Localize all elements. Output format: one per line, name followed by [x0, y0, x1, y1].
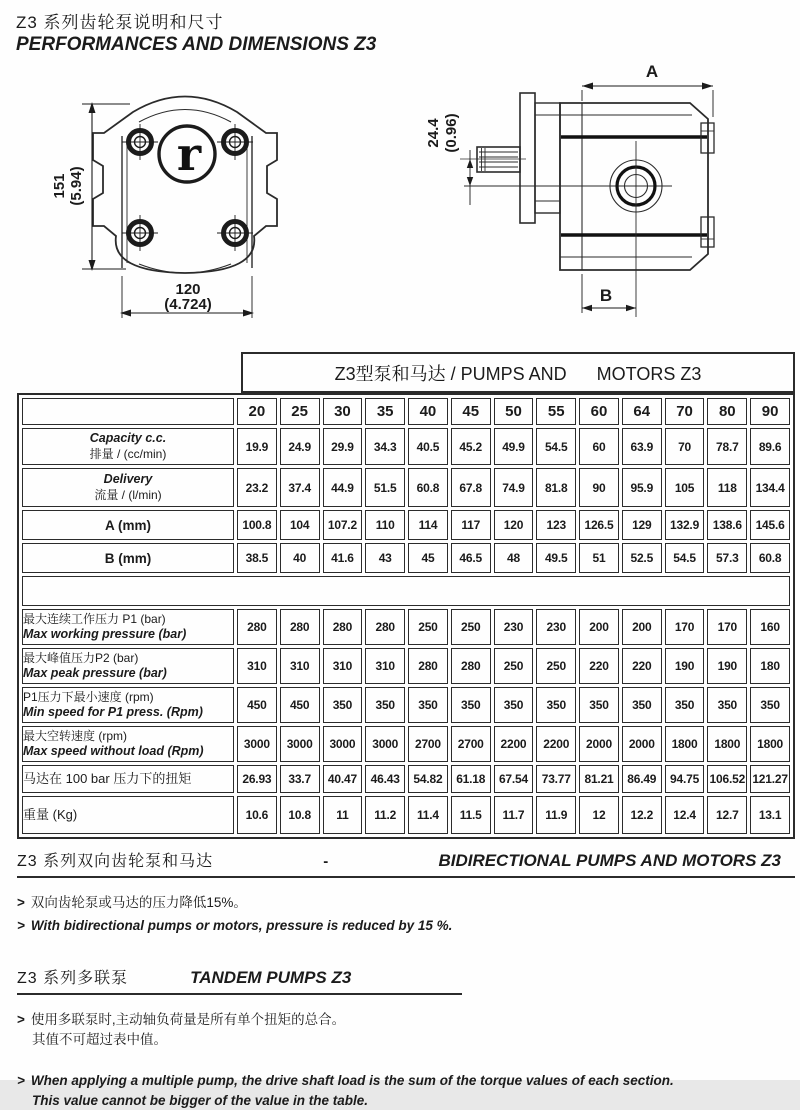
- row-label-line2: Min speed for P1 press. (Rpm): [23, 704, 203, 719]
- table-cell: 11.9: [536, 796, 576, 834]
- notes-sections: [17, 848, 795, 1110]
- dim-height-in: (5.94): [68, 166, 85, 206]
- dim-height-mm: 151: [51, 173, 68, 199]
- row-label-line1: 最大空转速度 (rpm): [23, 728, 127, 743]
- bolt-hole-icon: [217, 215, 253, 251]
- table-cell: 57.3: [707, 543, 747, 573]
- table-cell: 74.9: [494, 468, 534, 507]
- tandem-note-en-line2: [17, 1091, 795, 1110]
- table-cell: 38.5: [237, 543, 277, 573]
- column-header-cell: 20: [237, 398, 277, 425]
- table-cell: 280: [323, 609, 363, 645]
- table-cell: 129: [622, 510, 662, 540]
- bidirectional-heading-zh: Z3 系列双向齿轮泵和马达: [17, 853, 214, 870]
- table-cell: 280: [280, 609, 320, 645]
- table-cell: 49.5: [536, 543, 576, 573]
- dimension-height: [82, 102, 130, 271]
- dim-shaft-in: (0.96): [443, 113, 460, 153]
- table-row: [22, 510, 790, 540]
- table-row: [22, 765, 790, 793]
- column-header-cell: 60: [579, 398, 619, 425]
- row-label-line2: Max peak pressure (bar): [23, 665, 167, 680]
- table-cell: 48: [494, 543, 534, 573]
- table-cell: 3000: [237, 726, 277, 762]
- column-header-cell: 25: [280, 398, 320, 425]
- table-spacer-cell: [22, 576, 790, 606]
- table-cell: 350: [536, 687, 576, 723]
- table-cell: 43: [365, 543, 405, 573]
- table-cell: 60.8: [750, 543, 790, 573]
- bolt-hole-icon: [217, 124, 253, 160]
- table-cell: 40.5: [408, 428, 448, 465]
- table-cell: 220: [622, 648, 662, 684]
- table-cell: 24.9: [280, 428, 320, 465]
- table-cell: 73.77: [536, 765, 576, 793]
- column-header-cell: 80: [707, 398, 747, 425]
- pump-body-outline: [93, 97, 277, 274]
- bidirectional-note-en: [17, 916, 795, 936]
- table-cell: 1800: [750, 726, 790, 762]
- table-row: [22, 609, 790, 645]
- table-cell: 110: [365, 510, 405, 540]
- table-cell: 63.9: [622, 428, 662, 465]
- table-row: [22, 648, 790, 684]
- table-cell: 310: [365, 648, 405, 684]
- table-cell: 250: [536, 648, 576, 684]
- table-cell: 11.7: [494, 796, 534, 834]
- row-label: [22, 510, 234, 540]
- row-label-line1: P1压力下最小速度 (rpm): [23, 689, 154, 704]
- spec-table-body: [22, 398, 790, 834]
- table-cell: 51: [579, 543, 619, 573]
- table-cell: 2200: [536, 726, 576, 762]
- table-cell: 86.49: [622, 765, 662, 793]
- row-label-line2: 流量 / (l/min): [94, 487, 162, 502]
- table-row: [22, 428, 790, 465]
- table-cell: 450: [280, 687, 320, 723]
- table-cell: 106.52: [707, 765, 747, 793]
- row-label-line1: 重量 (Kg): [23, 806, 78, 822]
- table-cell: 350: [665, 687, 705, 723]
- table-cell: 170: [707, 609, 747, 645]
- row-label: [22, 765, 234, 793]
- table-cell: 100.8: [237, 510, 277, 540]
- row-label: [22, 428, 234, 465]
- table-cell: 61.18: [451, 765, 491, 793]
- table-cell: 11.2: [365, 796, 405, 834]
- table-cell: 44.9: [323, 468, 363, 507]
- table-cell: 123: [536, 510, 576, 540]
- table-cell: 37.4: [280, 468, 320, 507]
- dimension-a: [582, 83, 713, 118]
- table-cell: 40.47: [323, 765, 363, 793]
- table-cell: 250: [451, 609, 491, 645]
- table-cell: 3000: [365, 726, 405, 762]
- tandem-note-en-line1: [17, 1071, 795, 1091]
- table-cell: 310: [237, 648, 277, 684]
- table-cell: 52.5: [622, 543, 662, 573]
- table-cell: 19.9: [237, 428, 277, 465]
- table-cell: 34.3: [365, 428, 405, 465]
- bullet-arrow-icon: >: [17, 895, 25, 910]
- table-cell: 350: [408, 687, 448, 723]
- row-label-line1: 马达在 100 bar 压力下的扭矩: [23, 770, 192, 786]
- table-cell: 40: [280, 543, 320, 573]
- column-header-cell: 30: [323, 398, 363, 425]
- table-cell: 54.82: [408, 765, 448, 793]
- column-header-row: [22, 398, 790, 425]
- table-cell: 2700: [451, 726, 491, 762]
- row-label-line1: A (mm): [105, 517, 151, 533]
- column-header-cell: 90: [750, 398, 790, 425]
- table-cell: 310: [280, 648, 320, 684]
- column-header-cell: 64: [622, 398, 662, 425]
- table-cell: 230: [494, 609, 534, 645]
- table-cell: 2700: [408, 726, 448, 762]
- dim-a-label: A: [645, 62, 659, 81]
- row-label-line2: 排量 / (cc/min): [89, 446, 167, 461]
- row-label-line2: Max speed without load (Rpm): [23, 743, 204, 758]
- table-cell: 49.9: [494, 428, 534, 465]
- table-cell: 350: [323, 687, 363, 723]
- table-cell: 350: [365, 687, 405, 723]
- table-cell: 121.27: [750, 765, 790, 793]
- tandem-heading-zh: Z3 系列多联泵: [17, 970, 129, 988]
- heading-separator: -: [323, 853, 329, 870]
- table-cell: 3000: [280, 726, 320, 762]
- table-cell: 280: [365, 609, 405, 645]
- table-cell: 54.5: [665, 543, 705, 573]
- tandem-note-zh-line2-text: 其值不可超过表中值。: [32, 1031, 167, 1047]
- table-cell: 12.7: [707, 796, 747, 834]
- bidirectional-heading-en: BIDIRECTIONAL PUMPS AND MOTORS Z3: [438, 851, 781, 870]
- table-cell: 310: [323, 648, 363, 684]
- table-cell: 60.8: [408, 468, 448, 507]
- table-cell: 2200: [494, 726, 534, 762]
- table-cell: 26.93: [237, 765, 277, 793]
- table-row: [22, 687, 790, 723]
- table-cell: 45: [408, 543, 448, 573]
- pump-side-view-drawing: [420, 55, 795, 327]
- table-cell: 280: [237, 609, 277, 645]
- table-cell: 78.7: [707, 428, 747, 465]
- table-cell: 118: [707, 468, 747, 507]
- table-cell: 190: [707, 648, 747, 684]
- dimension-shaft-offset: [467, 150, 473, 205]
- table-cell: 134.4: [750, 468, 790, 507]
- table-cell: 120: [494, 510, 534, 540]
- table-cell: 33.7: [280, 765, 320, 793]
- table-cell: 350: [750, 687, 790, 723]
- bidirectional-note-en-text: With bidirectional pumps or motors, pressure is reduced by 15 %.: [30, 917, 453, 933]
- table-cell: 132.9: [665, 510, 705, 540]
- table-cell: 104: [280, 510, 320, 540]
- table-cell: 1800: [665, 726, 705, 762]
- table-row: [22, 796, 790, 834]
- table-cell: 60: [579, 428, 619, 465]
- table-cell: 280: [451, 648, 491, 684]
- row-label: [22, 687, 234, 723]
- table-cell: 114: [408, 510, 448, 540]
- table-cell: 81.21: [579, 765, 619, 793]
- page-title-zh: Z3 系列齿轮泵说明和尺寸: [16, 13, 224, 32]
- spec-table: [17, 352, 795, 839]
- table-row: [22, 576, 790, 606]
- table-cell: 12.2: [622, 796, 662, 834]
- table-cell: 94.75: [665, 765, 705, 793]
- table-cell: 190: [665, 648, 705, 684]
- table-cell: 350: [622, 687, 662, 723]
- table-cell: 105: [665, 468, 705, 507]
- row-label-line2: Max working pressure (bar): [23, 626, 187, 641]
- column-header-cell: 70: [665, 398, 705, 425]
- table-cell: 200: [622, 609, 662, 645]
- dim-width-mm: 120: [175, 281, 201, 298]
- table-cell: 89.6: [750, 428, 790, 465]
- tandem-note-zh-line2: [17, 1030, 795, 1050]
- table-cell: 54.5: [536, 428, 576, 465]
- bullet-arrow-icon: >: [17, 1073, 25, 1089]
- table-cell: 350: [579, 687, 619, 723]
- svg-text:r: r: [176, 127, 202, 181]
- table-cell: 10.6: [237, 796, 277, 834]
- table-cell: 67.54: [494, 765, 534, 793]
- table-cell: 11.4: [408, 796, 448, 834]
- row-label-line1: 最大峰值压力P2 (bar): [23, 650, 139, 665]
- bullet-arrow-icon: >: [17, 917, 25, 933]
- bidirectional-note-zh: [17, 893, 795, 913]
- table-cell: 170: [665, 609, 705, 645]
- table-cell: 95.9: [622, 468, 662, 507]
- table-row: [22, 468, 790, 507]
- table-cell: 180: [750, 648, 790, 684]
- row-label-line1: 最大连续工作压力 P1 (bar): [23, 611, 166, 626]
- table-cell: 10.8: [280, 796, 320, 834]
- table-cell: 280: [408, 648, 448, 684]
- table-cell: 13.1: [750, 796, 790, 834]
- table-cell: 1800: [707, 726, 747, 762]
- tandem-note-en-line1-text: When applying a multiple pump, the drive shaft load is the sum of the torque values of each section.: [30, 1073, 674, 1089]
- column-header-cell: 40: [408, 398, 448, 425]
- table-cell: 2000: [579, 726, 619, 762]
- bullet-arrow-icon: >: [17, 1012, 25, 1028]
- table-cell: 126.5: [579, 510, 619, 540]
- table-cell: 450: [237, 687, 277, 723]
- dim-shaft-mm: 24.4: [425, 118, 442, 148]
- pump-front-view-drawing: [30, 66, 340, 326]
- column-header-cell: 35: [365, 398, 405, 425]
- column-header-cell: 50: [494, 398, 534, 425]
- table-cell: 67.8: [451, 468, 491, 507]
- page-title: [16, 8, 376, 56]
- table-cell: 11.5: [451, 796, 491, 834]
- tandem-note-zh-line1: [17, 1010, 795, 1030]
- table-cell: 160: [750, 609, 790, 645]
- row-label-line1: Delivery: [103, 472, 153, 487]
- spec-table-grid: [17, 393, 795, 839]
- row-label: [22, 648, 234, 684]
- table-cell: 23.2: [237, 468, 277, 507]
- column-header-spacer-cell: [22, 398, 234, 425]
- brand-logo-icon: [159, 126, 215, 182]
- row-label-line1: B (mm): [104, 550, 152, 566]
- table-cell: 107.2: [323, 510, 363, 540]
- table-cell: 81.8: [536, 468, 576, 507]
- dim-b-label: B: [599, 286, 613, 305]
- column-header-cell: 55: [536, 398, 576, 425]
- tandem-note-zh-line1-text: 使用多联泵时,主动轴负荷量是所有单个扭矩的总合。: [30, 1012, 346, 1028]
- table-cell: 350: [451, 687, 491, 723]
- table-cell: 29.9: [323, 428, 363, 465]
- row-label: [22, 609, 234, 645]
- table-cell: 51.5: [365, 468, 405, 507]
- table-cell: 3000: [323, 726, 363, 762]
- tandem-heading-en: TANDEM PUMPS Z3: [190, 968, 352, 988]
- table-cell: 230: [536, 609, 576, 645]
- row-label: [22, 796, 234, 834]
- table-cell: 220: [579, 648, 619, 684]
- row-label: [22, 726, 234, 762]
- pump-side-outline: [460, 93, 714, 317]
- row-label: [22, 543, 234, 573]
- table-cell: 12.4: [665, 796, 705, 834]
- page-title-en: PERFORMANCES AND DIMENSIONS Z3: [16, 34, 377, 55]
- table-cell: 2000: [622, 726, 662, 762]
- table-cell: 117: [451, 510, 491, 540]
- table-cell: 350: [707, 687, 747, 723]
- table-cell: 46.43: [365, 765, 405, 793]
- table-cell: 11: [323, 796, 363, 834]
- tandem-heading: [17, 965, 462, 995]
- table-cell: 70: [665, 428, 705, 465]
- bidirectional-heading: [17, 848, 795, 878]
- table-row: [22, 726, 790, 762]
- row-label: [22, 468, 234, 507]
- table-cell: 138.6: [707, 510, 747, 540]
- table-cell: 12: [579, 796, 619, 834]
- table-cell: 46.5: [451, 543, 491, 573]
- table-row: [22, 543, 790, 573]
- dim-width-in: (4.724): [164, 296, 212, 313]
- table-cell: 145.6: [750, 510, 790, 540]
- table-cell: 250: [494, 648, 534, 684]
- row-label-line1: Capacity c.c.: [89, 431, 167, 446]
- table-cell: 200: [579, 609, 619, 645]
- table-cell: 45.2: [451, 428, 491, 465]
- table-cell: 350: [494, 687, 534, 723]
- column-header-cell: 45: [451, 398, 491, 425]
- tandem-note-en-line2-text: This value cannot be bigger of the value in the table.: [32, 1092, 369, 1108]
- bidirectional-note-zh-text: 双向齿轮泵或马达的压力降低15%。: [30, 895, 247, 910]
- table-cell: 41.6: [323, 543, 363, 573]
- spec-table-title: Z3型泵和马达 / PUMPS AND MOTORS Z3: [241, 352, 795, 393]
- table-cell: 90: [579, 468, 619, 507]
- table-cell: 250: [408, 609, 448, 645]
